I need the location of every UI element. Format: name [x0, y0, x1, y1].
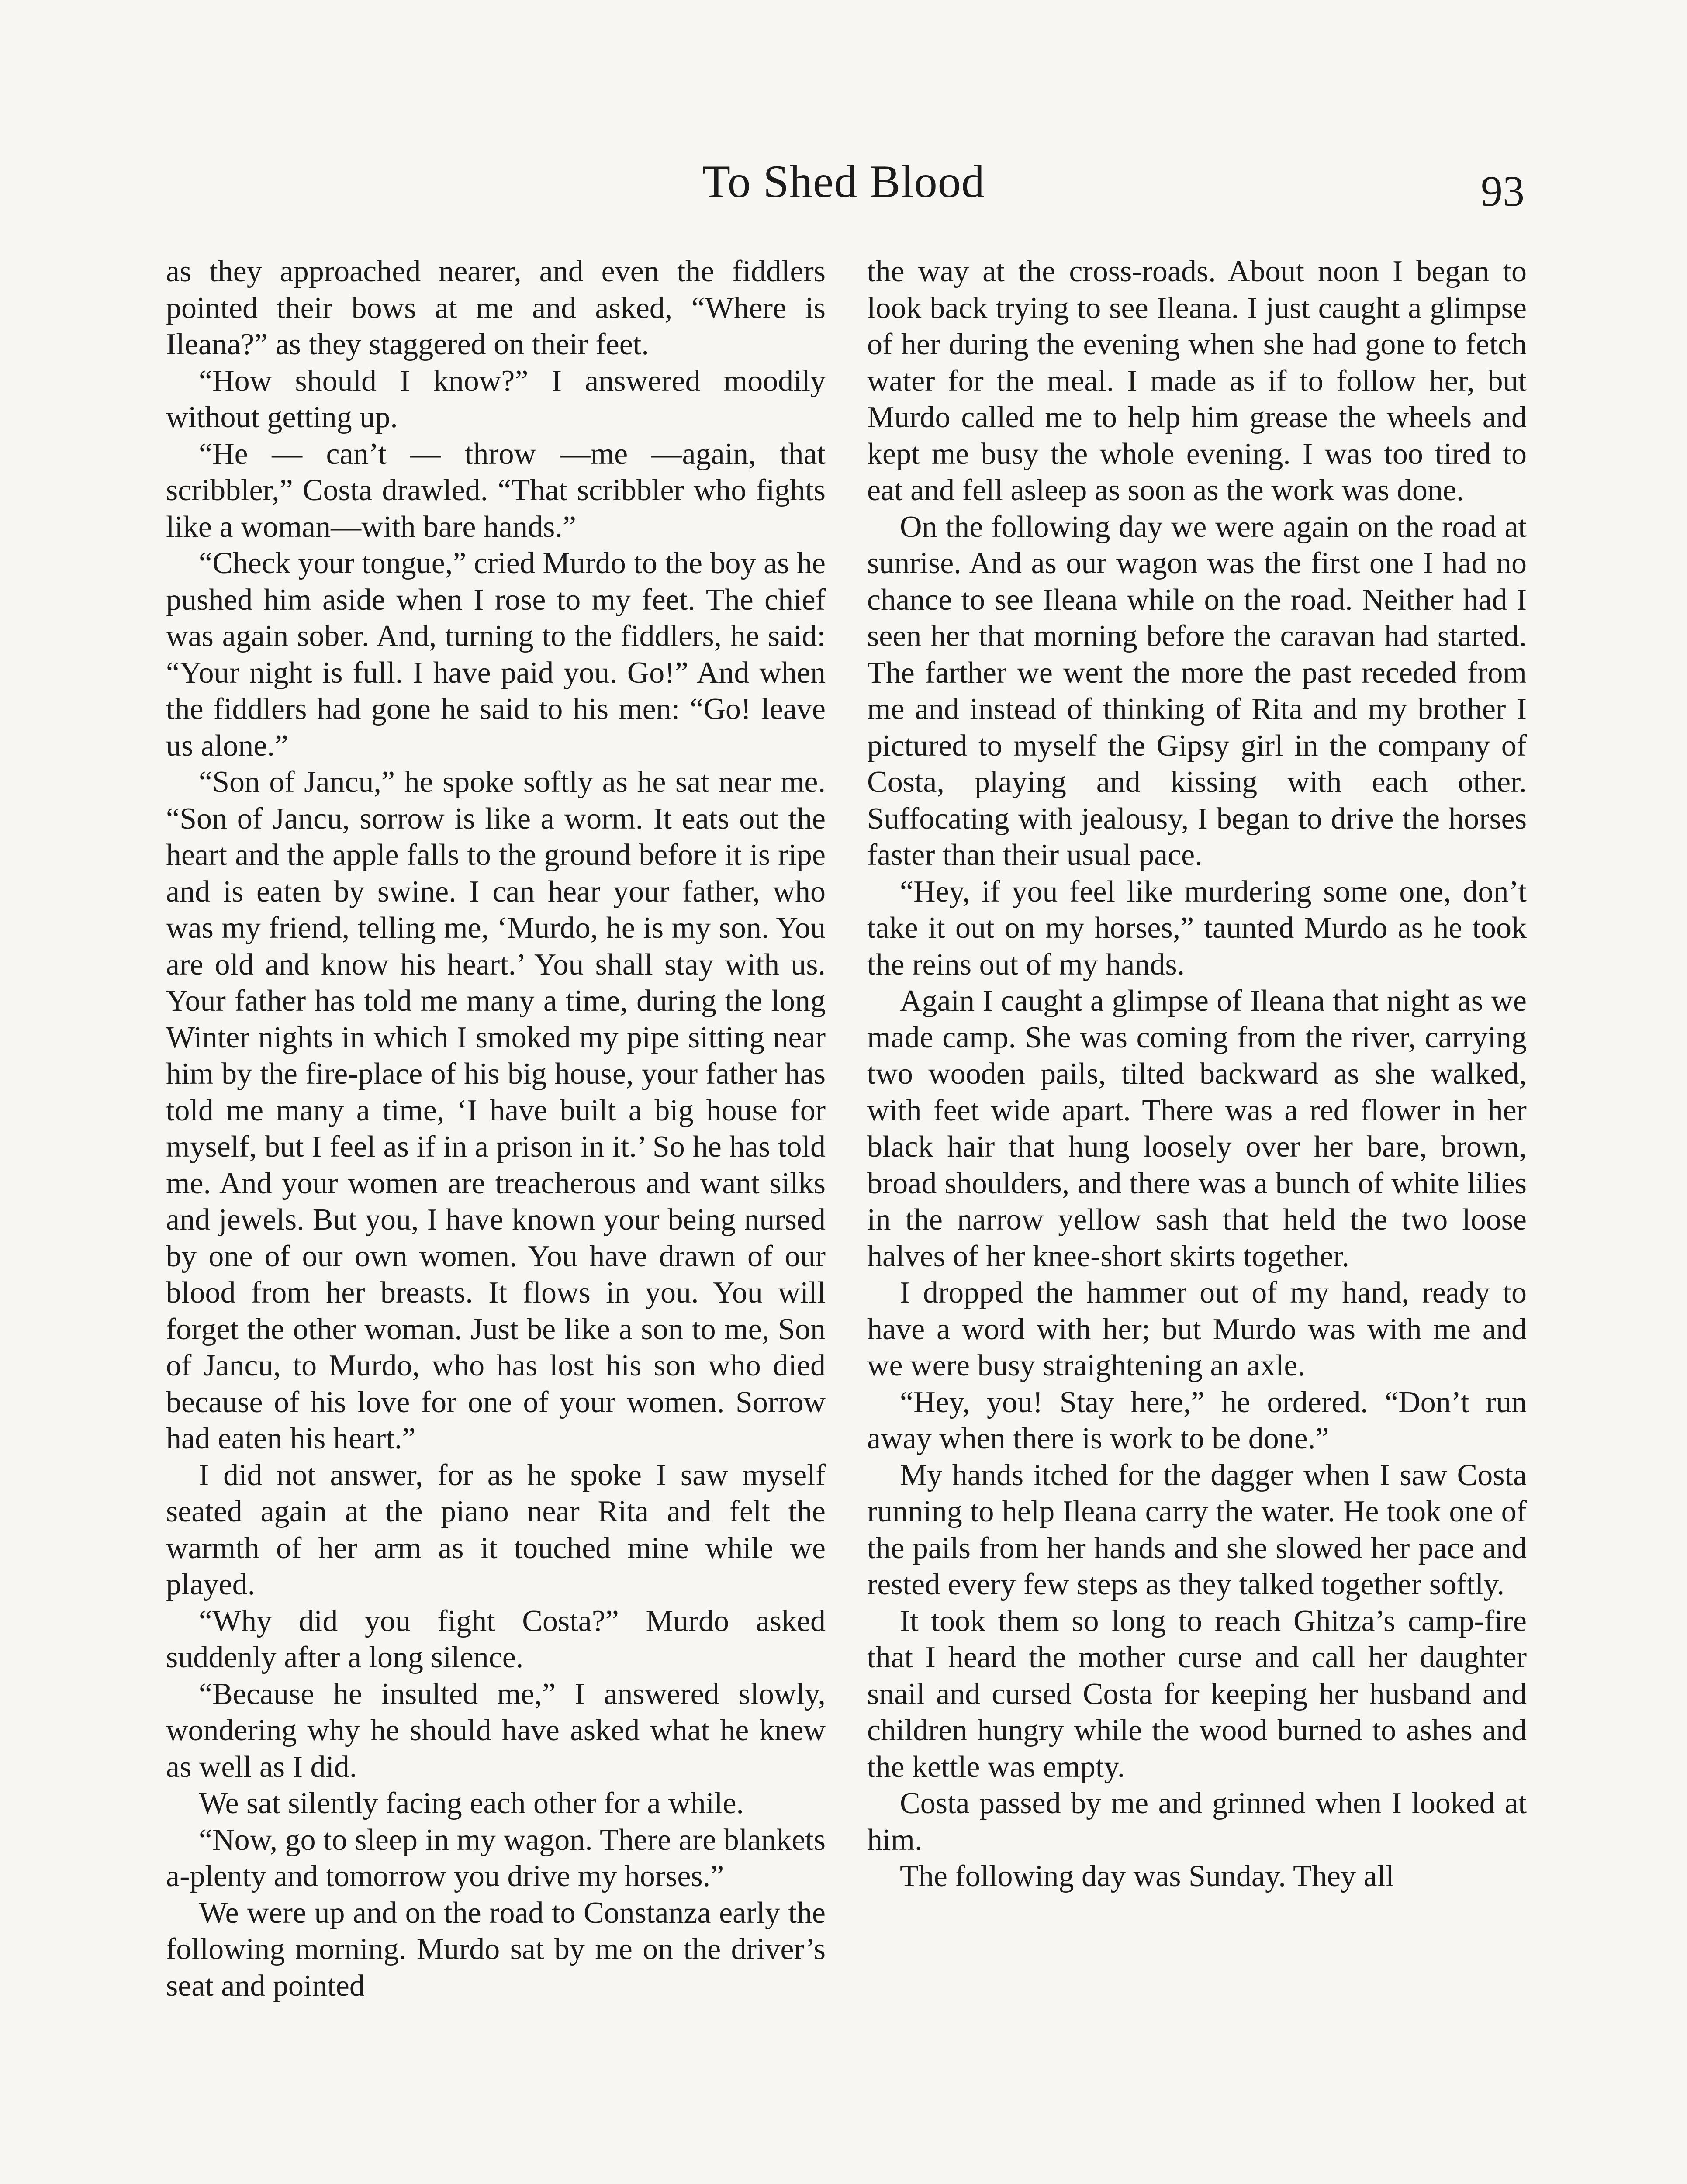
paragraph: We were up and on the road to Constanza early the following morning. Murdo sat by me on the driver’s seat and pointed: [166, 1896, 826, 2003]
paragraph: as they approached nearer, and even the fiddlers pointed their bows at me and asked, “Where is Ileana?” as they staggered on their feet.: [166, 255, 826, 361]
paragraph: “Now, go to sleep in my wagon. There are blankets a-plenty and tomorrow you drive my horses.”: [166, 1823, 826, 1893]
paragraph: I did not answer, for as he spoke I saw myself seated again at the piano near Rita and felt the warmth of her arm as it touched mine while we played.: [166, 1458, 826, 1601]
paragraph: On the following day we were again on the road at sunrise. And as our wagon was the first one I had no chance to see Ileana while on the road. Neither had I seen her that morning before the caravan had started. The farther we went the more the past receded from me and instead of thinking of Rita and my brother I pictured to myself the Gipsy girl in the company of Costa, playing and kissing with each other. Suffocating with jealousy, I began to drive the horses faster than their usual pace.: [867, 510, 1527, 872]
paragraph: “Son of Jancu,” he spoke softly as he sat near me. “Son of Jancu, sorrow is like a worm. It eats out the heart and the apple falls to the ground before it is ripe and is eaten by swine. I can hear your father, who was my friend, telling me, ‘Murdo, he is my son. You are old and know his heart.’ You shall stay with us. Your father has told me many a time, during the long Winter nights in which I smoked my pipe sitting near him by the fire-place of his big house, your father has told me many a time, ‘I have built a big house for myself, but I feel as if in a prison in it.’ So he has told me. And your women are treacherous and want silks and jewels. But you, I have known your being nursed by one of our own women. You have drawn of our blood from her breasts. It flows in you. You will forget the other woman. Just be like a son to me, Son of Jancu, to Murdo, who has lost his son who died because of his love for one of your women. Sorrow had eaten his heart.”: [166, 765, 826, 1455]
paragraph: the way at the cross-roads. About noon I began to look back trying to see Ileana. I just caught a glimpse of her during the evening when she had gone to fetch water for the meal. I made as if to follow her, but Murdo called me to help him grease the wheels and kept me busy the whole evening. I was too tired to eat and fell asleep as soon as the work was done.: [867, 255, 1527, 507]
paragraph: Again I caught a glimpse of Ileana that night as we made camp. She was coming from the river, carrying two wooden pails, tilted backward as she walked, with feet wide apart. There was a red flower in her black hair that hung loosely over her bare, brown, broad shoulders, and there was a bunch of white lilies in the narrow yellow sash that held the two loose halves of her knee-short skirts together.: [867, 984, 1527, 1273]
page-number: 93: [1481, 167, 1525, 215]
paragraph: “Hey, if you feel like murdering some one, don’t take it out on my horses,” taunted Murdo as he took the reins out of my hands.: [867, 874, 1527, 981]
paragraph: “Check your tongue,” cried Murdo to the boy as he pushed him aside when I rose to my feet. The chief was again sober. And, turning to the fiddlers, he said: “Your night is full. I have paid you. Go!” And when the fiddlers had gone he said to his men: “Go! leave us alone.”: [166, 546, 826, 763]
right-column: [867, 253, 1527, 1895]
paragraph: We sat silently facing each other for a while.: [199, 1787, 744, 1820]
paragraph: “Hey, you! Stay here,” he ordered. “Don’t run away when there is work to be done.”: [867, 1385, 1527, 1455]
paragraph: Costa passed by me and grinned when I looked at him.: [867, 1787, 1527, 1857]
paragraph: “Because he insulted me,” I answered slowly, wondering why he should have asked what he knew as well as I did.: [166, 1677, 826, 1784]
paragraph: The following day was Sunday. They all: [900, 1859, 1394, 1893]
left-column: [166, 253, 826, 2004]
paragraph: “How should I know?” I answered moodily without getting up.: [166, 364, 826, 434]
paragraph: My hands itched for the dagger when I saw Costa running to help Ileana carry the water. He took one of the pails from her hands and she slowed her pace and rested every few steps as they talked together softly.: [867, 1458, 1527, 1601]
paragraph: “He — can’t — throw —me —again, that scribbler,” Costa drawled. “That scribbler who fights like a woman—with bare hands.”: [166, 437, 826, 544]
running-title: To Shed Blood: [702, 156, 985, 207]
paragraph: It took them so long to reach Ghitza’s camp-fire that I heard the mother curse and call her daughter snail and cursed Costa for keeping her husband and children hungry while the wood burned to ashes and the kettle was empty.: [867, 1604, 1527, 1784]
paragraph: “Why did you fight Costa?” Murdo asked suddenly after a long silence.: [166, 1604, 826, 1674]
paragraph: I dropped the hammer out of my hand, ready to have a word with her; but Murdo was with me and we were busy straightening an axle.: [867, 1276, 1527, 1382]
